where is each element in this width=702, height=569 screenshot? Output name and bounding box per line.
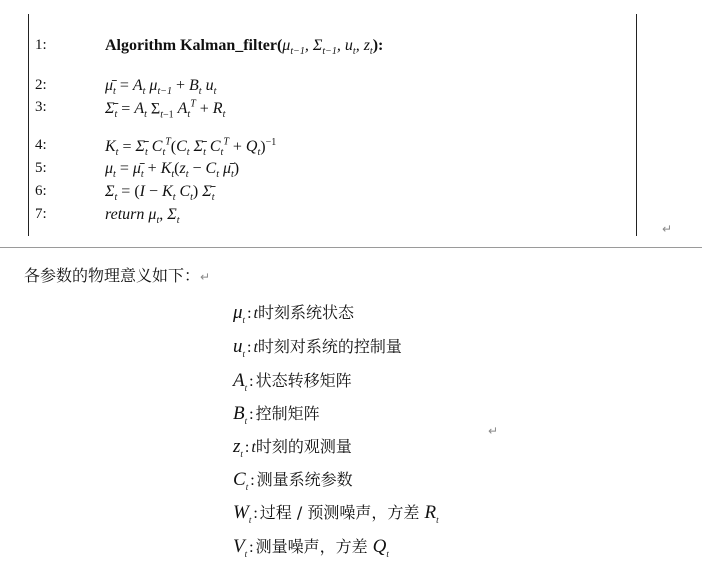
- return-mark-icon: ↵: [200, 270, 211, 284]
- return-statement: return $\mu_t$, $\Sigma_t$: [105, 206, 180, 227]
- equation-sigma-update: $\Sigma_t = (I - K_t$ $C_t$) $\Sigmā_t$: [105, 183, 215, 204]
- algorithm-title-args: $\mu_{t-1}$, $\Sigma_{t-1}$, $u_t$, $z_t$: [282, 37, 373, 58]
- equation-kalman-gain: $K_t$ = $\Sigmā_t$ $C_t^T(C_t$ $\Sigmā_t$ $C_t^T + Q_t)^{-1}$: [105, 137, 277, 159]
- line-number: 2:: [35, 77, 47, 93]
- line-number: 4:: [35, 137, 47, 153]
- line-number: 5:: [35, 160, 47, 176]
- definition-b: $B_t$ : 控制矩阵: [233, 403, 320, 426]
- definition-w: $W_t$ : 过程 / 预测噪声，方差 $R_t$: [233, 502, 439, 525]
- line-number: 7:: [35, 206, 47, 222]
- definition-u: $u_t$ : t时刻对系统的控制量: [233, 336, 402, 359]
- line-number: 6:: [35, 183, 47, 199]
- return-mark-icon: ↵: [662, 222, 673, 236]
- equation-mu-update: $\mu_t$ = $\mū_t + K_t(z_t - C_t$ $\mū_t$): [105, 160, 240, 181]
- line-number: 3:: [35, 99, 47, 115]
- definition-v: $V_t$ : 测量噪声，方差 $Q_t$: [233, 536, 389, 559]
- divider: [0, 247, 702, 248]
- equation-mu-bar: $\mū_t = A_t$ $\mu_{t-1} + B_t$ $u_t$: [105, 77, 217, 98]
- line-number: 1:: [35, 37, 47, 53]
- section-heading: 各参数的物理意义如下：↵: [24, 266, 211, 285]
- algorithm-box: [28, 14, 637, 236]
- definition-a: $A_t$ : 状态转移矩阵: [233, 370, 352, 393]
- algorithm-title: Algorithm $Kalman\_filter(\mu_{t-1}$, $\Sigma_{t-1}$, $u_t$, $z_t$):: [105, 37, 384, 58]
- return-mark-icon: ↵: [488, 424, 499, 438]
- definition-c: $C_t$ : 测量系统参数: [233, 469, 353, 492]
- definition-mu: $\mu_t$ : t时刻系统状态: [233, 302, 354, 325]
- equation-sigma-bar: $\Sigmā_t = A_t$ $\Sigma_{t-1}$ $A_t^T + R_t$: [105, 99, 226, 121]
- definition-z: $z_t$ : t时刻的观测量: [233, 436, 352, 459]
